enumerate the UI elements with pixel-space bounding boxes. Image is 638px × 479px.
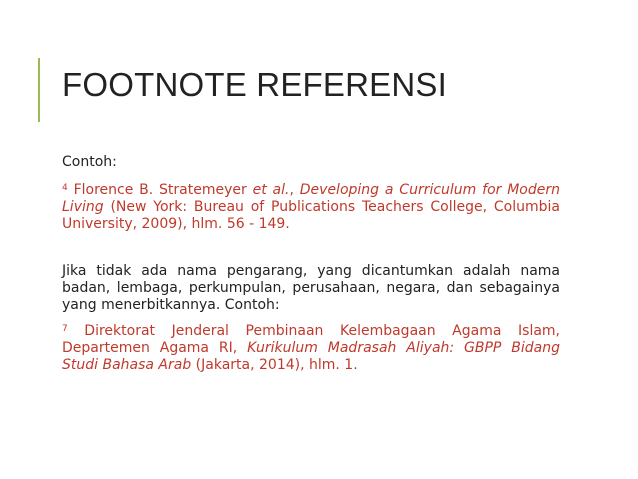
footnote-number: 7 (62, 324, 68, 334)
explanation-paragraph: Jika tidak ada nama pengarang, yang dicantumkan adalah nama badan, lembaga, perkumpulan, perusahaan, negara, dan sebagainya yang menerbitkannya. Contoh: (62, 263, 560, 313)
footnote-author: Florence B. Stratemeyer (73, 182, 253, 198)
footnote-publication: (New York: Bureau of Publications Teachers College, Columbia University, 2009), hlm. 56 - 149. (62, 199, 560, 232)
footnote-book-title: Developing a Curriculum for Modern Living (62, 182, 560, 215)
slide-content (62, 154, 560, 374)
footnote-author: Direktorat Jenderal Pembinaan Kelembagaan Agama Islam, Departemen Agama RI, (62, 323, 560, 356)
intro-label: Contoh: (62, 154, 117, 170)
footnote-example-2 (62, 323, 560, 374)
slide-title: FOOTNOTE REFERENSI (62, 66, 447, 103)
footnote-publication: (Jakarta, 2014), hlm. 1. (191, 357, 358, 373)
footnote-example-1 (62, 182, 560, 233)
footnote-book-title: Kurikulum Madrasah Aliyah: GBPP Bidang Studi Bahasa Arab (62, 340, 561, 373)
footnote-number: 4 (62, 183, 68, 193)
title-accent-bar (38, 58, 40, 122)
footnote-etal: et al. (252, 182, 290, 198)
footnote-separator: , (289, 182, 300, 198)
